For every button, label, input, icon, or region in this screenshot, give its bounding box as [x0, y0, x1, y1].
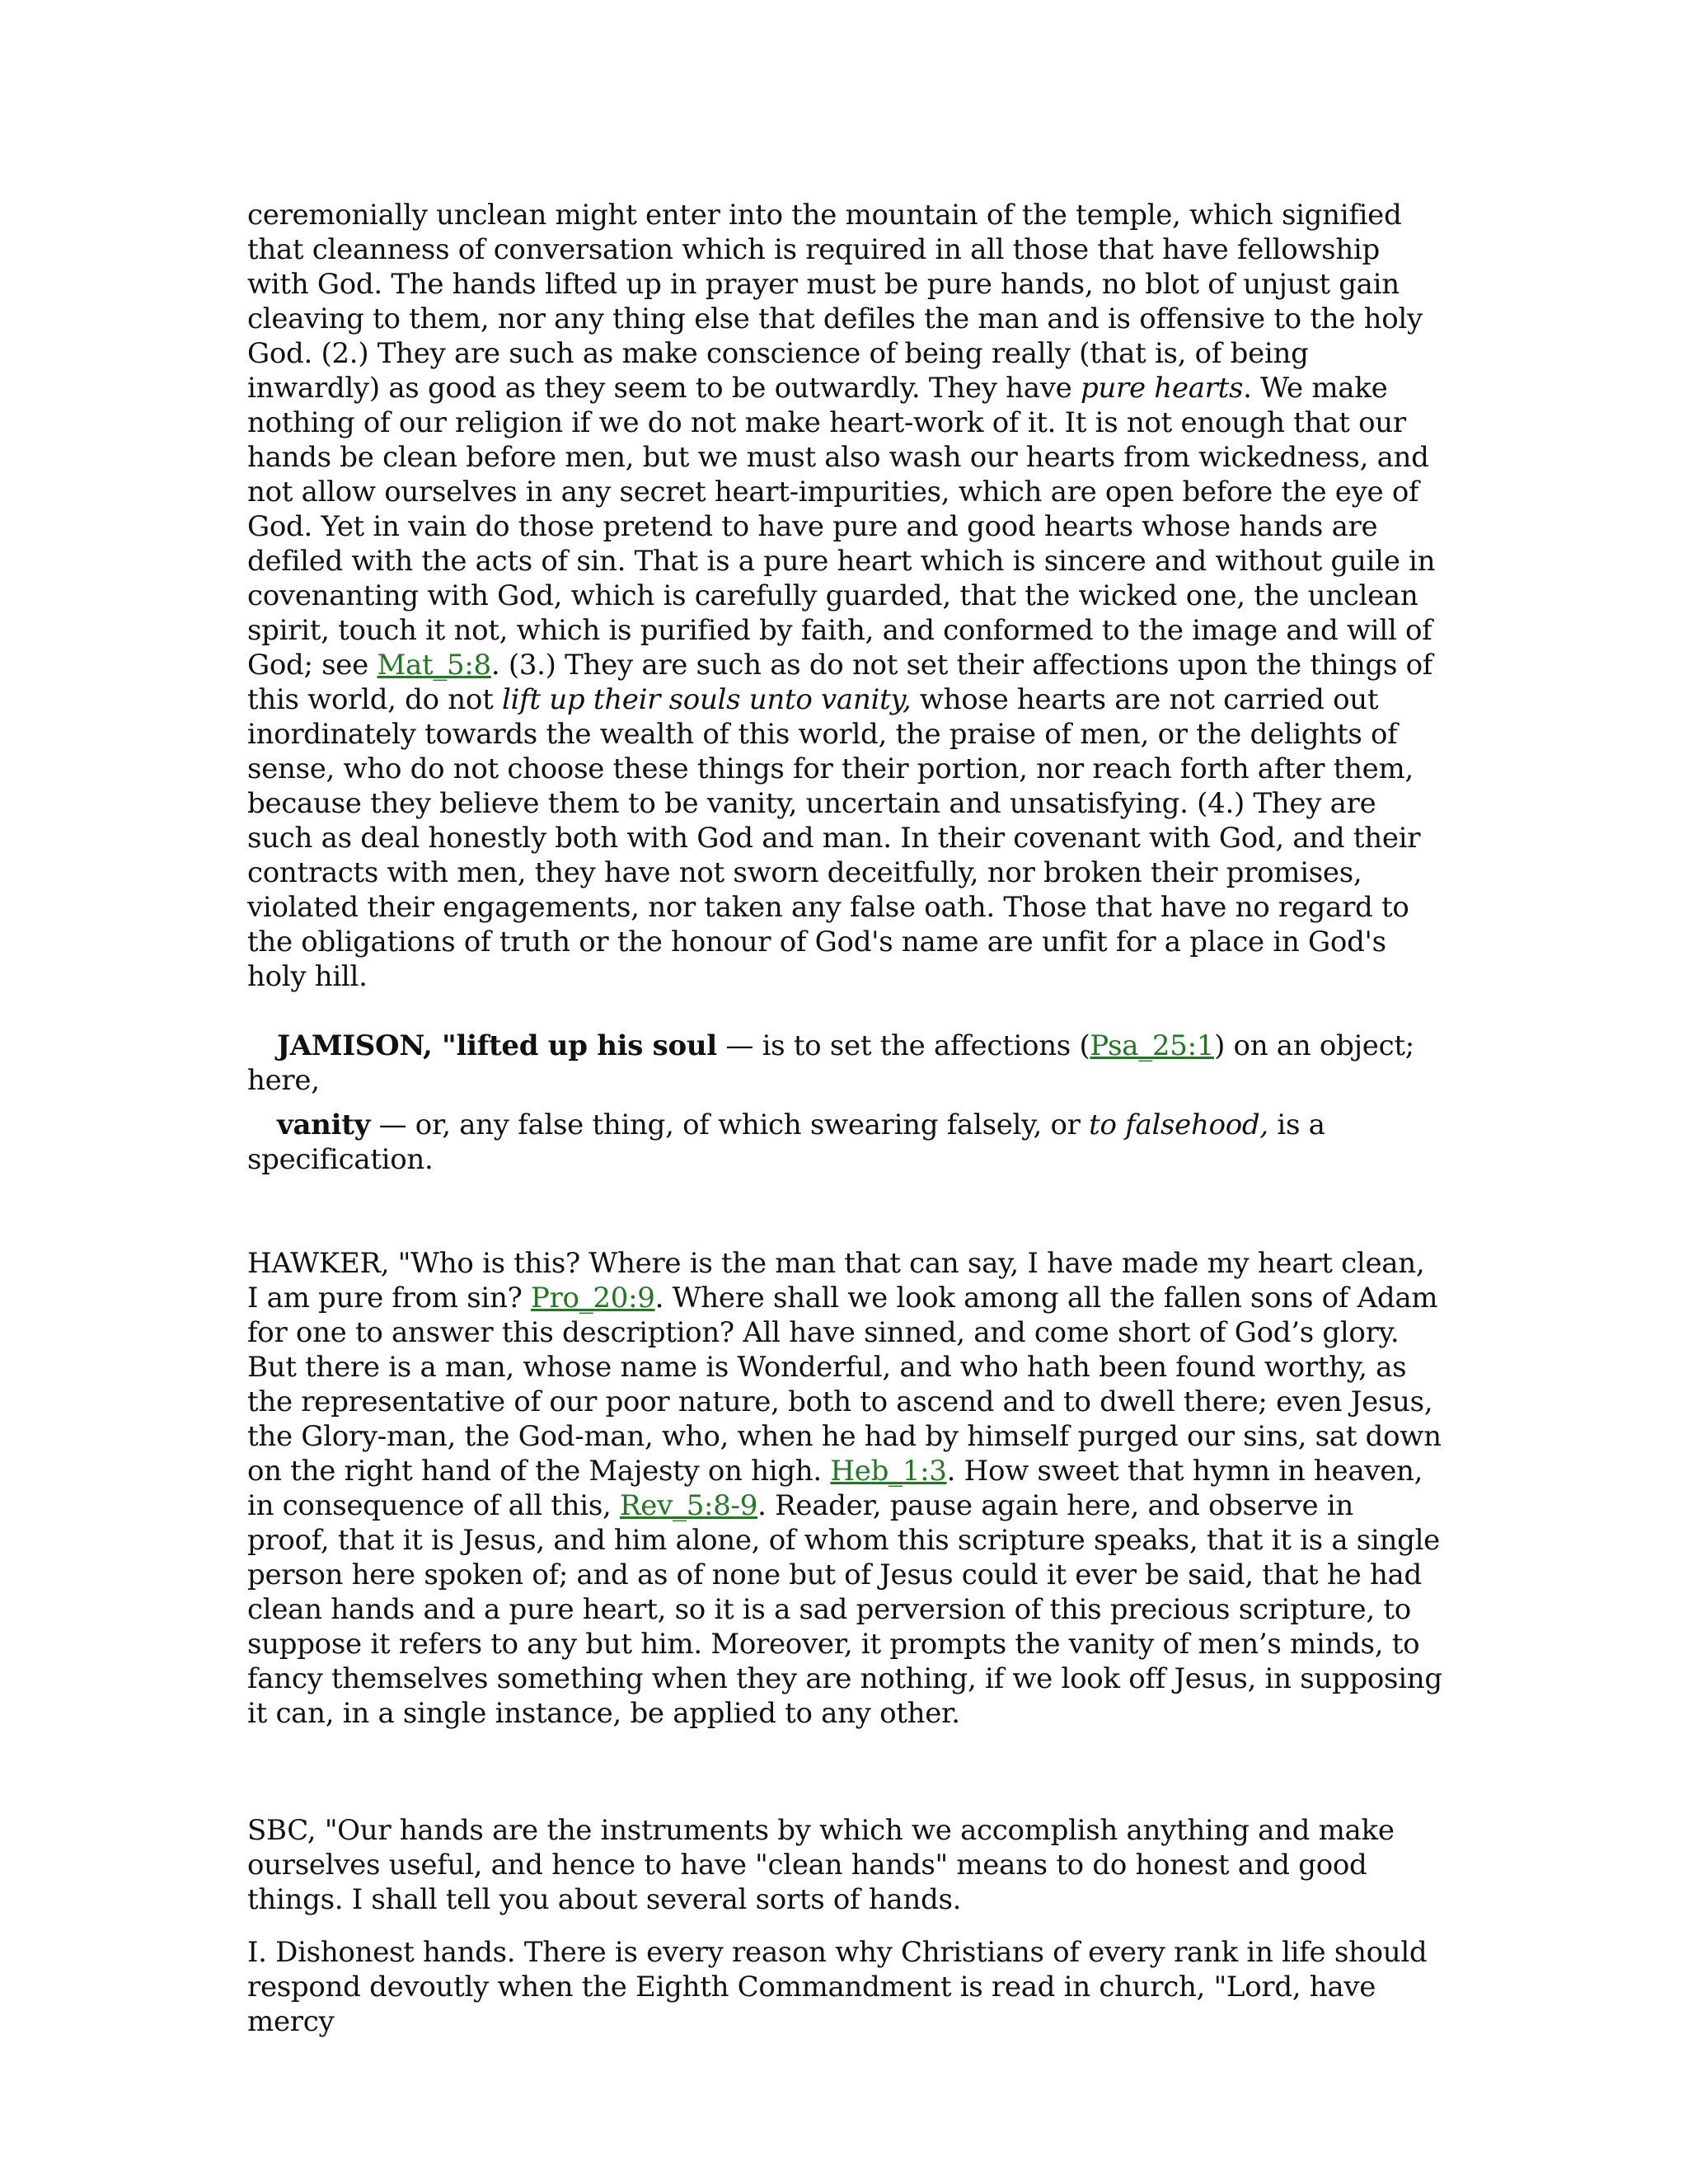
hawker-text: . Reader, pause again here, and observe in proof, that it is Jesus, and him alone, of whom this scripture speaks, that it is a single person here spoken of; and as of none but of Jesus could it ever be said, that he had clean hands and a pure heart, so it is a sad perversion of this precious scripture, to suppose it refers to any but him. Moreover, it prompts the vanity of men’s minds, to fancy themselves something when they are nothing, if we look off Jesus, in supposing it can, in a single instance, be applied to any other. — [247, 1489, 1442, 1730]
scripture-link-psa-25-1[interactable]: Psa_25:1 — [1090, 1029, 1215, 1062]
jamison-text: ) on an object; here, — [247, 1029, 1414, 1097]
jamison-heading: JAMISON, "lifted up his soul — [277, 1029, 717, 1062]
sbc-paragraph-2: I. Dishonest hands. There is every reason why Christians of every rank in life should respond devoutly when the Eighth Commandment is read in church, "Lord, have mercy — [247, 1936, 1428, 2038]
hawker-text: . Where shall we look among all the fallen sons of Adam for one to answer this description? All have sinned, and come short of God’s glory. But there is a man, whose name is Wonderful, and who hath been found worthy, as the representative of our poor nature, both to ascend and to dwell there; even Jesus, the Glory-man, the God-man, who, when he had by himself purged our sins, sat down on the right hand of the Majesty on high. — [247, 1282, 1442, 1488]
jamison-italic-falsehood: to falsehood, — [1089, 1108, 1268, 1141]
sbc-paragraph-1: SBC, "Our hands are the instruments by which we accomplish anything and make ourselves useful, and hence to have "clean hands" means to do honest and good things. I shall tell you about several sorts of hands. — [247, 1814, 1395, 1916]
hawker-paragraph — [247, 1246, 1442, 1731]
scripture-link-rev-5-8-9[interactable]: Rev_5:8-9 — [620, 1489, 758, 1522]
jamison-text: — is to set the affections ( — [716, 1029, 1090, 1062]
henry-text: . We make nothing of our religion if we do not make heart-work of it. It is not enough that our hands be clean before men, but we must also wash our hearts from wickedness, and not allow ourselves in any secret heart-impurities, which are open before the eye of God. Yet in vain do those pretend to have pure and good hearts whose hands are defiled with the acts of sin. That is a pure heart which is sincere and without guile in covenanting with God, which is carefully guarded, that the wicked one, the unclean spirit, touch it not, which is purified by faith, and conformed to the image and will of God; see — [247, 372, 1436, 682]
jamison-text: is a specification. — [247, 1108, 1325, 1176]
jamison-paragraph-1 — [247, 1029, 1442, 1098]
hawker-text: . How sweet that hymn in heaven, in consequence of all this, — [247, 1455, 1423, 1522]
henry-text: ceremonially unclean might enter into the mountain of the temple, which signified that cleanness of conversation which is required in all those that have fellowship with God. The hands lifted up in prayer must be pure hands, no blot of unjust gain cleaving to them, nor any thing else that defiles the man and is offensive to the holy God. (2.) They are such as make conscience of being really (that is, of being inwardly) as good as they seem to be outwardly. They have — [247, 199, 1423, 405]
jamison-term-vanity: vanity — [277, 1108, 371, 1141]
henry-italic-pure-hearts: pure hearts — [1080, 372, 1244, 405]
henry-commentary-paragraph — [247, 198, 1442, 994]
henry-italic-lift-up-souls: lift up their souls unto vanity, — [501, 683, 912, 716]
henry-text: whose hearts are not carried out inordinately towards the wealth of this world, the praise of men, or the delights of sense, who do not choose these things for their portion, nor reach forth after them, because they believe them to be vanity, uncertain and unsatisfying. (4.) They are such as deal honestly both with God and man. In their covenant with God, and their contracts with men, they have not sworn deceitfully, nor broken their promises, violated their engagements, nor taken any false oath. Those that have no regard to the obligations of truth or the honour of God's name are unfit for a place in God's holy hill. — [247, 683, 1421, 993]
scripture-link-pro-20-9[interactable]: Pro_20:9 — [531, 1282, 655, 1315]
henry-text: . (3.) They are such as do not set their affections upon the things of this world, do not — [247, 649, 1433, 716]
jamison-paragraph-2 — [247, 1108, 1442, 1177]
scripture-link-mat-5-8[interactable]: Mat_5:8 — [377, 649, 491, 682]
hawker-text: HAWKER, "Who is this? Where is the man that can say, I have made my heart clean, I am pure from sin? — [247, 1247, 1425, 1315]
jamison-text: — or, any false thing, of which swearing falsely, or — [370, 1108, 1090, 1141]
scripture-link-heb-1-3[interactable]: Heb_1:3 — [830, 1455, 947, 1488]
document-page — [247, 198, 1442, 2039]
